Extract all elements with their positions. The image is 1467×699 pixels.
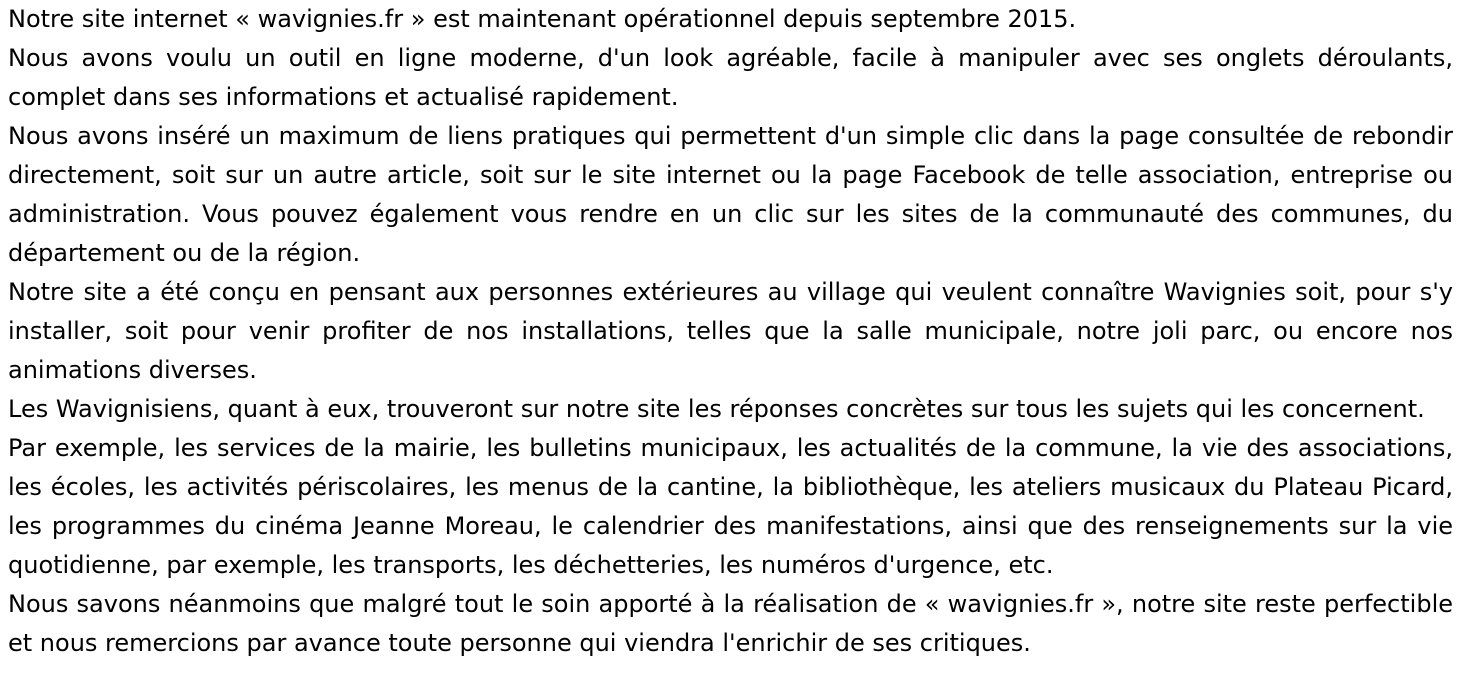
paragraph-site-launch: Notre site internet « wavignies.fr » est maintenant opérationnel depuis septembre 2015. xyxy=(8,5,1077,33)
paragraph-residents: Les Wavignisiens, quant à eux, trouveront sur notre site les réponses concrètes sur tous les sujets qui les concernent. xyxy=(8,395,1425,423)
paragraph-examples: Par exemple, les services de la mairie, les bulletins municipaux, les actualités de la commune, la vie des associations, les écoles, les activités périscolaires, les menus de la cantine, la bibliothèque, les ateliers musicaux du Plateau Picard, les programmes du cinéma Jeanne Moreau, le calendrier des manifestations, ainsi que des renseignements sur la vie quotidienne, par exemple, les transports, les déchetteries, les numéros d'urgence, etc. xyxy=(8,434,1453,579)
paragraph-external-visitors: Notre site a été conçu en pensant aux personnes extérieures au village qui veulent connaître Wavignies soit, pour s'y installer, soit pour venir profiter de nos installations, telles que la salle municipale, notre joli parc, ou encore nos animations diverses. xyxy=(8,278,1453,384)
paragraph-practical-links: Nous avons inséré un maximum de liens pratiques qui permettent d'un simple clic dans la page consultée de rebondir directement, soit sur un autre article, soit sur le site internet ou la page Facebook de telle association, entreprise ou administration. Vous pouvez également vous rendre en un clic sur les sites de la communauté des communes, du département ou de la région. xyxy=(8,122,1453,267)
paragraph-online-tool: Nous avons voulu un outil en ligne moderne, d'un look agréable, facile à manipuler avec ses onglets déroulants, complet dans ses informations et actualisé rapidement. xyxy=(8,44,1453,111)
paragraph-feedback: Nous savons néanmoins que malgré tout le soin apporté à la réalisation de « wavignies.fr », notre site reste perfectible et nous remercions par avance toute personne qui viendra l'enrichir de ses critiques. xyxy=(8,590,1453,657)
